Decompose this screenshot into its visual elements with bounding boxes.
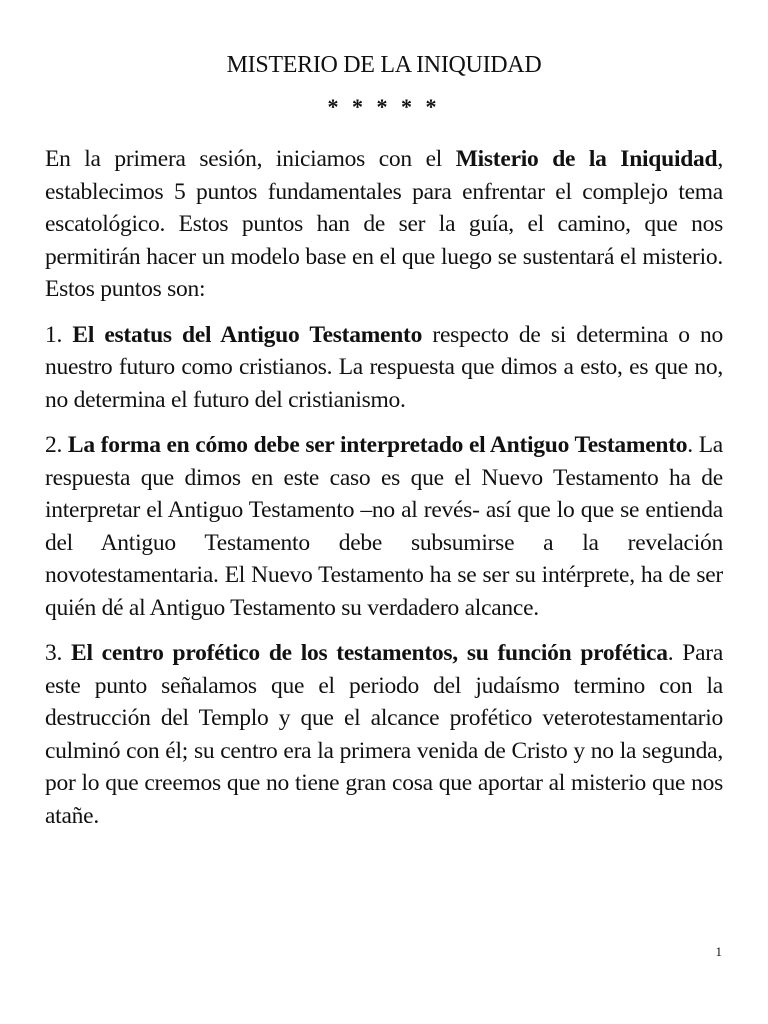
intro-paragraph [45, 143, 723, 306]
section-separator: * * * * * [327, 94, 441, 119]
point-3-paragraph [45, 637, 723, 832]
intro-text-before: En la primera sesión, iniciamos con el [45, 146, 456, 172]
point-2-text: . La respuesta que dimos en este caso es que el Nuevo Testamento ha de interpretar el Antiguo Testamento –no al revés- así que lo que se entienda del Antiguo Testamento debe subsumirse a la revelación novotestamentaria. El Nuevo Testamento ha se ser su intérprete, ha de ser quién dé al Antiguo Testamento su verdadero alcance. [45, 432, 723, 621]
page-number: 1 [715, 944, 722, 959]
intro-text-after: , establecimos 5 puntos fundamentales para enfrentar el complejo tema escatológico. Estos puntos han de ser la guía, el camino, que nos permitirán hacer un modelo base en el que luego se sustentará el misterio. Estos puntos son: [45, 146, 723, 302]
point-3-number: 3. [45, 640, 63, 666]
point-2-heading: La forma en cómo debe ser interpretado el Antiguo Testamento [67, 432, 688, 458]
intro-emphasis: Misterio de la Iniquidad [455, 146, 718, 172]
document-title: MISTERIO DE LA INIQUIDAD [226, 52, 542, 78]
point-1-number: 1. [45, 321, 63, 348]
document-body [45, 143, 723, 845]
point-3-heading: El centro profético de los testamentos, su función profética [71, 640, 668, 666]
point-1-paragraph [45, 319, 723, 417]
point-3-text: . Para este punto señalamos que el periodo del judaísmo termino con la destrucción del Templo y que el alcance profético veterotestamentario culminó con él; su centro era la primera venida de Cristo y no la segunda, por lo que creemos que no tiene gran cosa que aportar al misterio que nos atañe. [45, 640, 723, 829]
point-2-number: 2. [45, 432, 63, 458]
point-1-text: respecto de si determina o no nuestro futuro como cristianos. La respuesta que dimos a esto, es que no, no determina el futuro del cristianismo. [45, 321, 723, 413]
point-1-heading: El estatus del Antiguo Testamento [72, 321, 423, 348]
point-2-paragraph [45, 429, 723, 624]
